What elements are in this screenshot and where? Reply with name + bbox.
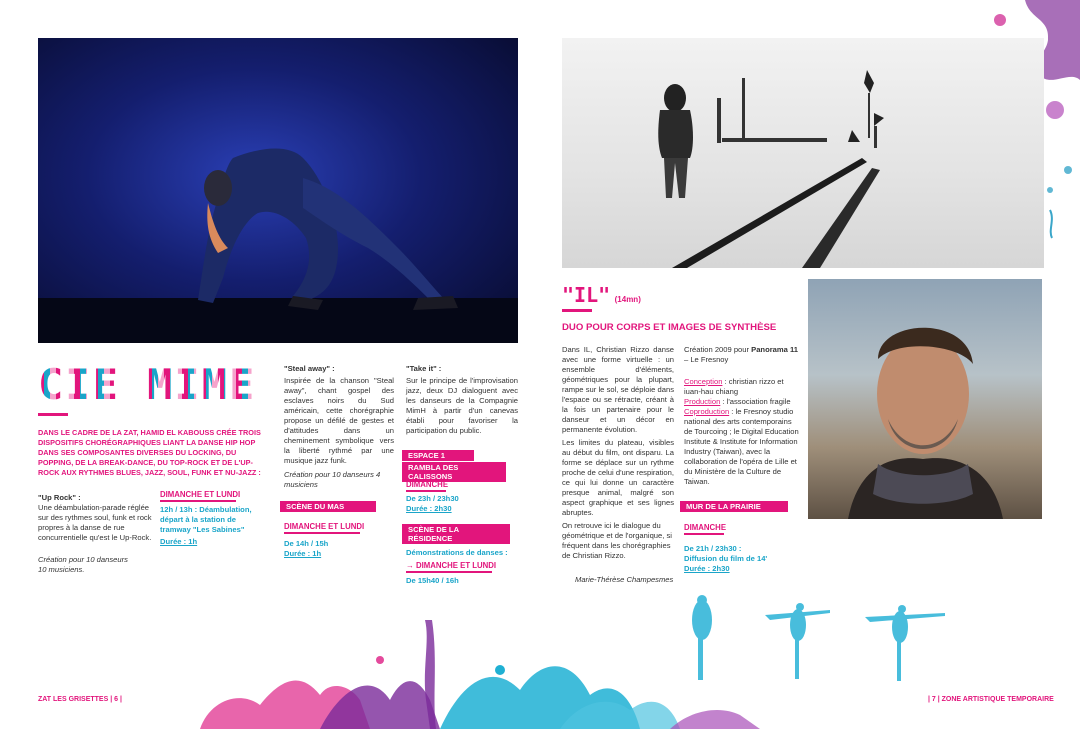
steal-credit: Création pour 10 danseurs 4 musiciens	[284, 470, 381, 489]
take-text: Sur le principe de l'improvisation jazz, deux DJ dialoguent avec les danseurs de la Compagnie MimH à partir d'un canevas établi pour favoriser la participation du public.	[406, 376, 518, 435]
company-title: CIE MIME	[38, 360, 257, 409]
il-coproduction-text: : le Fresnoy studio national des arts contemporains de Tourcoing ; le Digital Education Institute & Institute for Information Industry (Taiwan), avec la collaboration de l'opéra de Lille et du Ministère de la Culture de Taiwan.	[684, 407, 799, 486]
title-underline	[38, 413, 68, 416]
il-paragraph-3: On retrouve ici le dialogue du géométrique et de l'organique, si fréquent dans les chorégraphies de Christian Rizzo.	[562, 521, 672, 560]
il-paragraph-2: Les limites du plateau, visibles au début du film, ont disparu. La forme se déplace sur un rythme proche de celui d'une respiration, ce qui lui donne un caractère presque animal, malgré son aspect graphique et ses lignes abruptes.	[562, 438, 674, 517]
take-venue-2: SCÈNE DE LA RÉSIDENCE	[402, 524, 510, 544]
uprock-text: Une déambulation-parade réglée sur des rythmes soul, funk et rock propres à la danse de rue concurrentielle qu'est le Up-Rock.	[38, 503, 152, 542]
il-duration-info: Durée : 2h30	[684, 564, 730, 573]
take-venue-1a: ESPACE 1	[402, 450, 474, 461]
il-subtitle: DUO POUR CORPS ET IMAGES DE SYNTHÈSE	[562, 322, 777, 333]
il-day-underline	[684, 533, 724, 535]
uprock-title: "Up Rock" :	[38, 493, 81, 502]
dancer-photo	[38, 38, 518, 343]
il-conception-label: Conception	[684, 377, 723, 386]
steal-day-underline	[284, 532, 360, 534]
portrait-photo	[808, 279, 1042, 519]
il-creation-end: – Le Fresnoy	[684, 355, 729, 364]
il-production	[684, 397, 802, 407]
il-title-text: "IL"	[562, 283, 611, 307]
steal-day: DIMANCHE ET LUNDI	[284, 522, 365, 531]
take-venue-1b: RAMBLA DES CALISSONS	[402, 462, 506, 482]
il-paragraph-1: Dans IL, Christian Rizzo danse avec une forme virtuelle : un ensemble d'éléments, géométriques pour la plupart, rampe sur le sol, se déploie dans l'espace ou se rétracte, créant à la fois un partenaire pour le danseur et un décor en permanente évolution.	[562, 345, 674, 434]
il-conception	[684, 377, 802, 397]
take-title: "Take it" :	[406, 364, 442, 373]
il-author: Marie-Thérèse Champesmes	[575, 575, 674, 584]
il-venue: MUR DE LA PRAIRIE	[680, 501, 788, 512]
uprock-time: 12h / 13h : Déambulation, départ à la station de tramway "Les Sabines"	[160, 505, 252, 534]
steal-time: De 14h / 15h	[284, 539, 329, 548]
take-day-2: → DIMANCHE ET LUNDI	[406, 561, 497, 570]
take-time-2: De 15h40 / 16h	[406, 576, 459, 585]
footer-left: ZAT LES GRISETTES | 6 |	[38, 696, 122, 703]
portrait-figure	[808, 279, 1042, 519]
il-duration: (14mn)	[614, 295, 641, 304]
steal-text: Inspirée de la chanson "Steal away", chant gospel des esclaves noirs du Sud américain, cette chorégraphie propose un défilé de gestes et d'attitudes dans un cheminement symbolique vers la liberté rythmé par une musique jazz funk.	[284, 376, 394, 465]
take-day-2-underline	[406, 571, 492, 573]
il-creation	[684, 345, 802, 365]
take-time-1: De 23h / 23h30	[406, 494, 459, 503]
uprock-day-underline	[160, 500, 236, 502]
take-duration-1: Durée : 2h30	[406, 504, 452, 513]
il-event: Diffusion du film de 14'	[684, 554, 768, 563]
il-photo	[562, 38, 1044, 268]
il-creation-bold: Panorama 11	[751, 345, 798, 354]
uprock-day: DIMANCHE ET LUNDI	[160, 490, 241, 499]
take-day-1: DIMANCHE	[406, 480, 449, 489]
intro-text: DANS LE CADRE DE LA ZAT, HAMID EL KABOUSS CRÉE TROIS DISPOSITIFS CHORÉGRAPHIQUES LIANT LA DANSE HIP HOP DANS SES COMPOSANTES DIVERSES DU LOCKING, DU POPPING, DE LA BREAK-DANCE, DU TOP-ROCK ET DE L'UP-ROCK AUX RYTHMES BLUES, JAZZ, SOUL, FUNK ET NU-JAZZ :	[38, 428, 261, 477]
uprock-duration: Durée : 1h	[160, 537, 198, 546]
il-time: De 21h / 23h30 :	[684, 544, 742, 553]
il-title-underline	[562, 309, 592, 312]
dancer-silhouettes	[680, 595, 950, 690]
footer-right	[928, 696, 1054, 703]
il-production-text: : l'association fragile	[720, 397, 791, 406]
il-conception-text: : christian rizzo et iuan-hau chiang	[684, 377, 784, 396]
il-day: DIMANCHE	[684, 523, 727, 532]
take-day-1-underline	[406, 490, 446, 492]
il-scene	[562, 38, 1044, 268]
il-production-label: Production	[684, 397, 721, 406]
footer-right-num: | 7 |	[928, 696, 940, 703]
il-coproduction-label: Coproduction	[684, 407, 730, 416]
dancer-figure	[38, 38, 518, 343]
footer-right-text: ZONE ARTISTIQUE TEMPORAIRE	[941, 696, 1054, 703]
uprock-credit: Création pour 10 danseurs 10 musiciens.	[38, 555, 128, 574]
take-demo: Démonstrations de danses :	[406, 548, 508, 557]
ink-splash-bottom	[200, 600, 760, 729]
steal-venue: SCÈNE DU MAS	[280, 501, 376, 512]
il-coproduction	[684, 407, 802, 487]
il-creation-text: Création 2009 pour	[684, 345, 750, 354]
steal-duration: Durée : 1h	[284, 549, 322, 558]
steal-title: "Steal away" :	[284, 364, 335, 373]
il-title	[562, 284, 641, 311]
